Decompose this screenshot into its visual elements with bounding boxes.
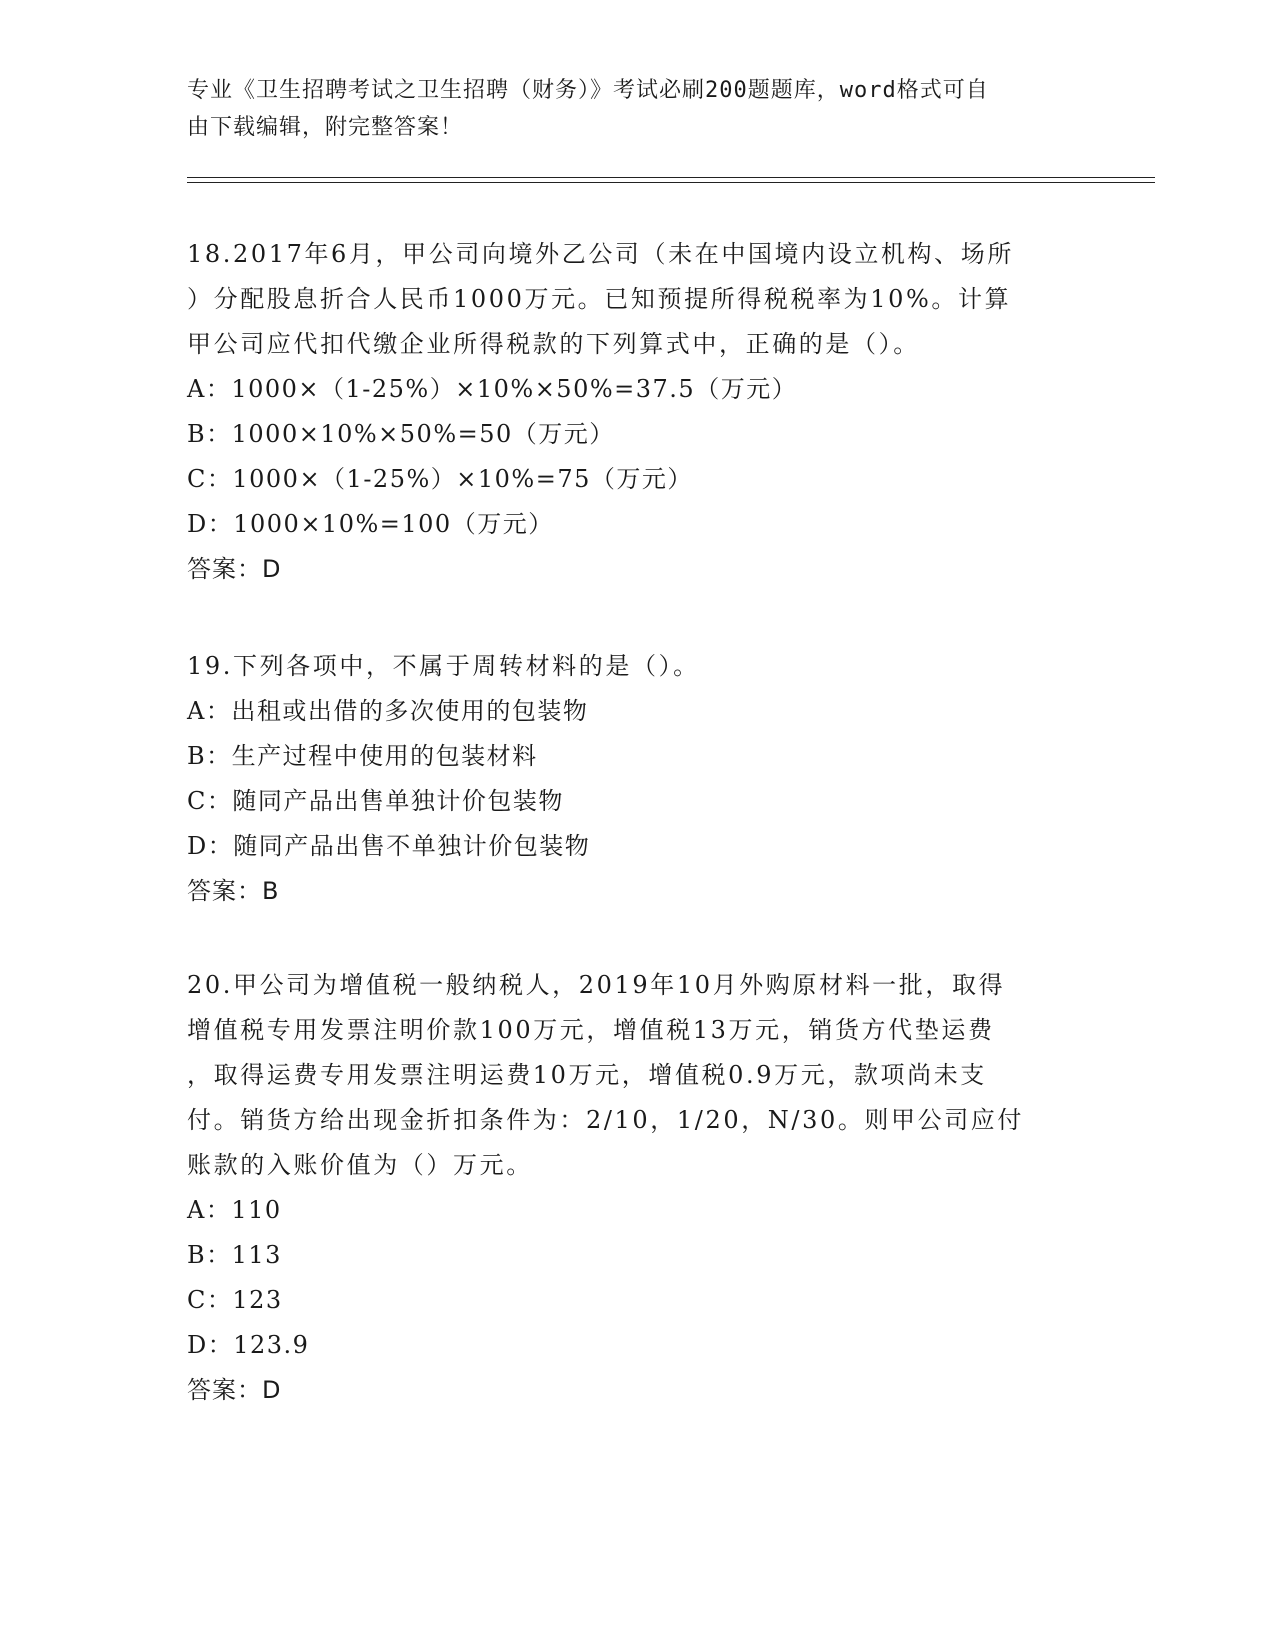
option-b: B：113: [187, 1241, 282, 1269]
question-text-line: 账款的入账价值为（）万元。: [187, 1151, 533, 1179]
header-line-1: 专业《卫生招聘考试之卫生招聘（财务）》考试必刷200题题库，word格式可自: [187, 78, 989, 103]
option-b: B：生产过程中使用的包装材料: [187, 742, 538, 770]
question-text-line: 18.2017年6月，甲公司向境外乙公司（未在中国境内设立机构、场所: [187, 240, 1014, 268]
option-c: C：1000×（1-25%）×10%=75（万元）: [187, 465, 693, 493]
question-text-line: 甲公司应代扣代缴企业所得税款的下列算式中，正确的是（）。: [187, 330, 920, 358]
option-a: A：1000×（1-25%）×10%×50%=37.5（万元）: [187, 375, 798, 403]
question-18: [187, 232, 1087, 592]
header-line-2: 由下载编辑，附完整答案！: [187, 115, 464, 140]
option-b: B：1000×10%×50%=50（万元）: [187, 420, 615, 448]
header-divider-bottom: [187, 182, 1155, 183]
option-d: D：123.9: [187, 1331, 310, 1359]
option-c: C：随同产品出售单独计价包装物: [187, 787, 564, 815]
answer: 答案：D: [187, 555, 282, 583]
option-c: C：123: [187, 1286, 283, 1314]
question-text-line: ）分配股息折合人民币1000万元。已知预提所得税税率为10%。计算: [187, 285, 1012, 313]
question-text-line: 增值税专用发票注明价款100万元，增值税13万元，销货方代垫运费: [187, 1016, 995, 1044]
answer: 答案：D: [187, 1376, 282, 1404]
question-20: [187, 963, 1087, 1413]
answer: 答案：B: [187, 877, 280, 905]
header-divider-top: [187, 177, 1155, 178]
option-d: D：随同产品出售不单独计价包装物: [187, 832, 591, 860]
option-a: A：110: [187, 1196, 282, 1224]
option-a: A：出租或出借的多次使用的包装物: [187, 697, 589, 725]
question-19: [187, 644, 1087, 914]
option-d: D：1000×10%=100（万元）: [187, 510, 554, 538]
document-header: [187, 72, 1087, 146]
question-text-line: 20.甲公司为增值税一般纳税人，2019年10月外购原材料一批，取得: [187, 971, 1006, 999]
question-text-line: 付。销货方给出现金折扣条件为：2/10，1/20，N/30。则甲公司应付: [187, 1106, 1025, 1134]
question-text-line: 19.下列各项中，不属于周转材料的是（）。: [187, 652, 700, 680]
question-text-line: ，取得运费专用发票注明运费10万元，增值税0.9万元，款项尚未支: [187, 1061, 987, 1089]
